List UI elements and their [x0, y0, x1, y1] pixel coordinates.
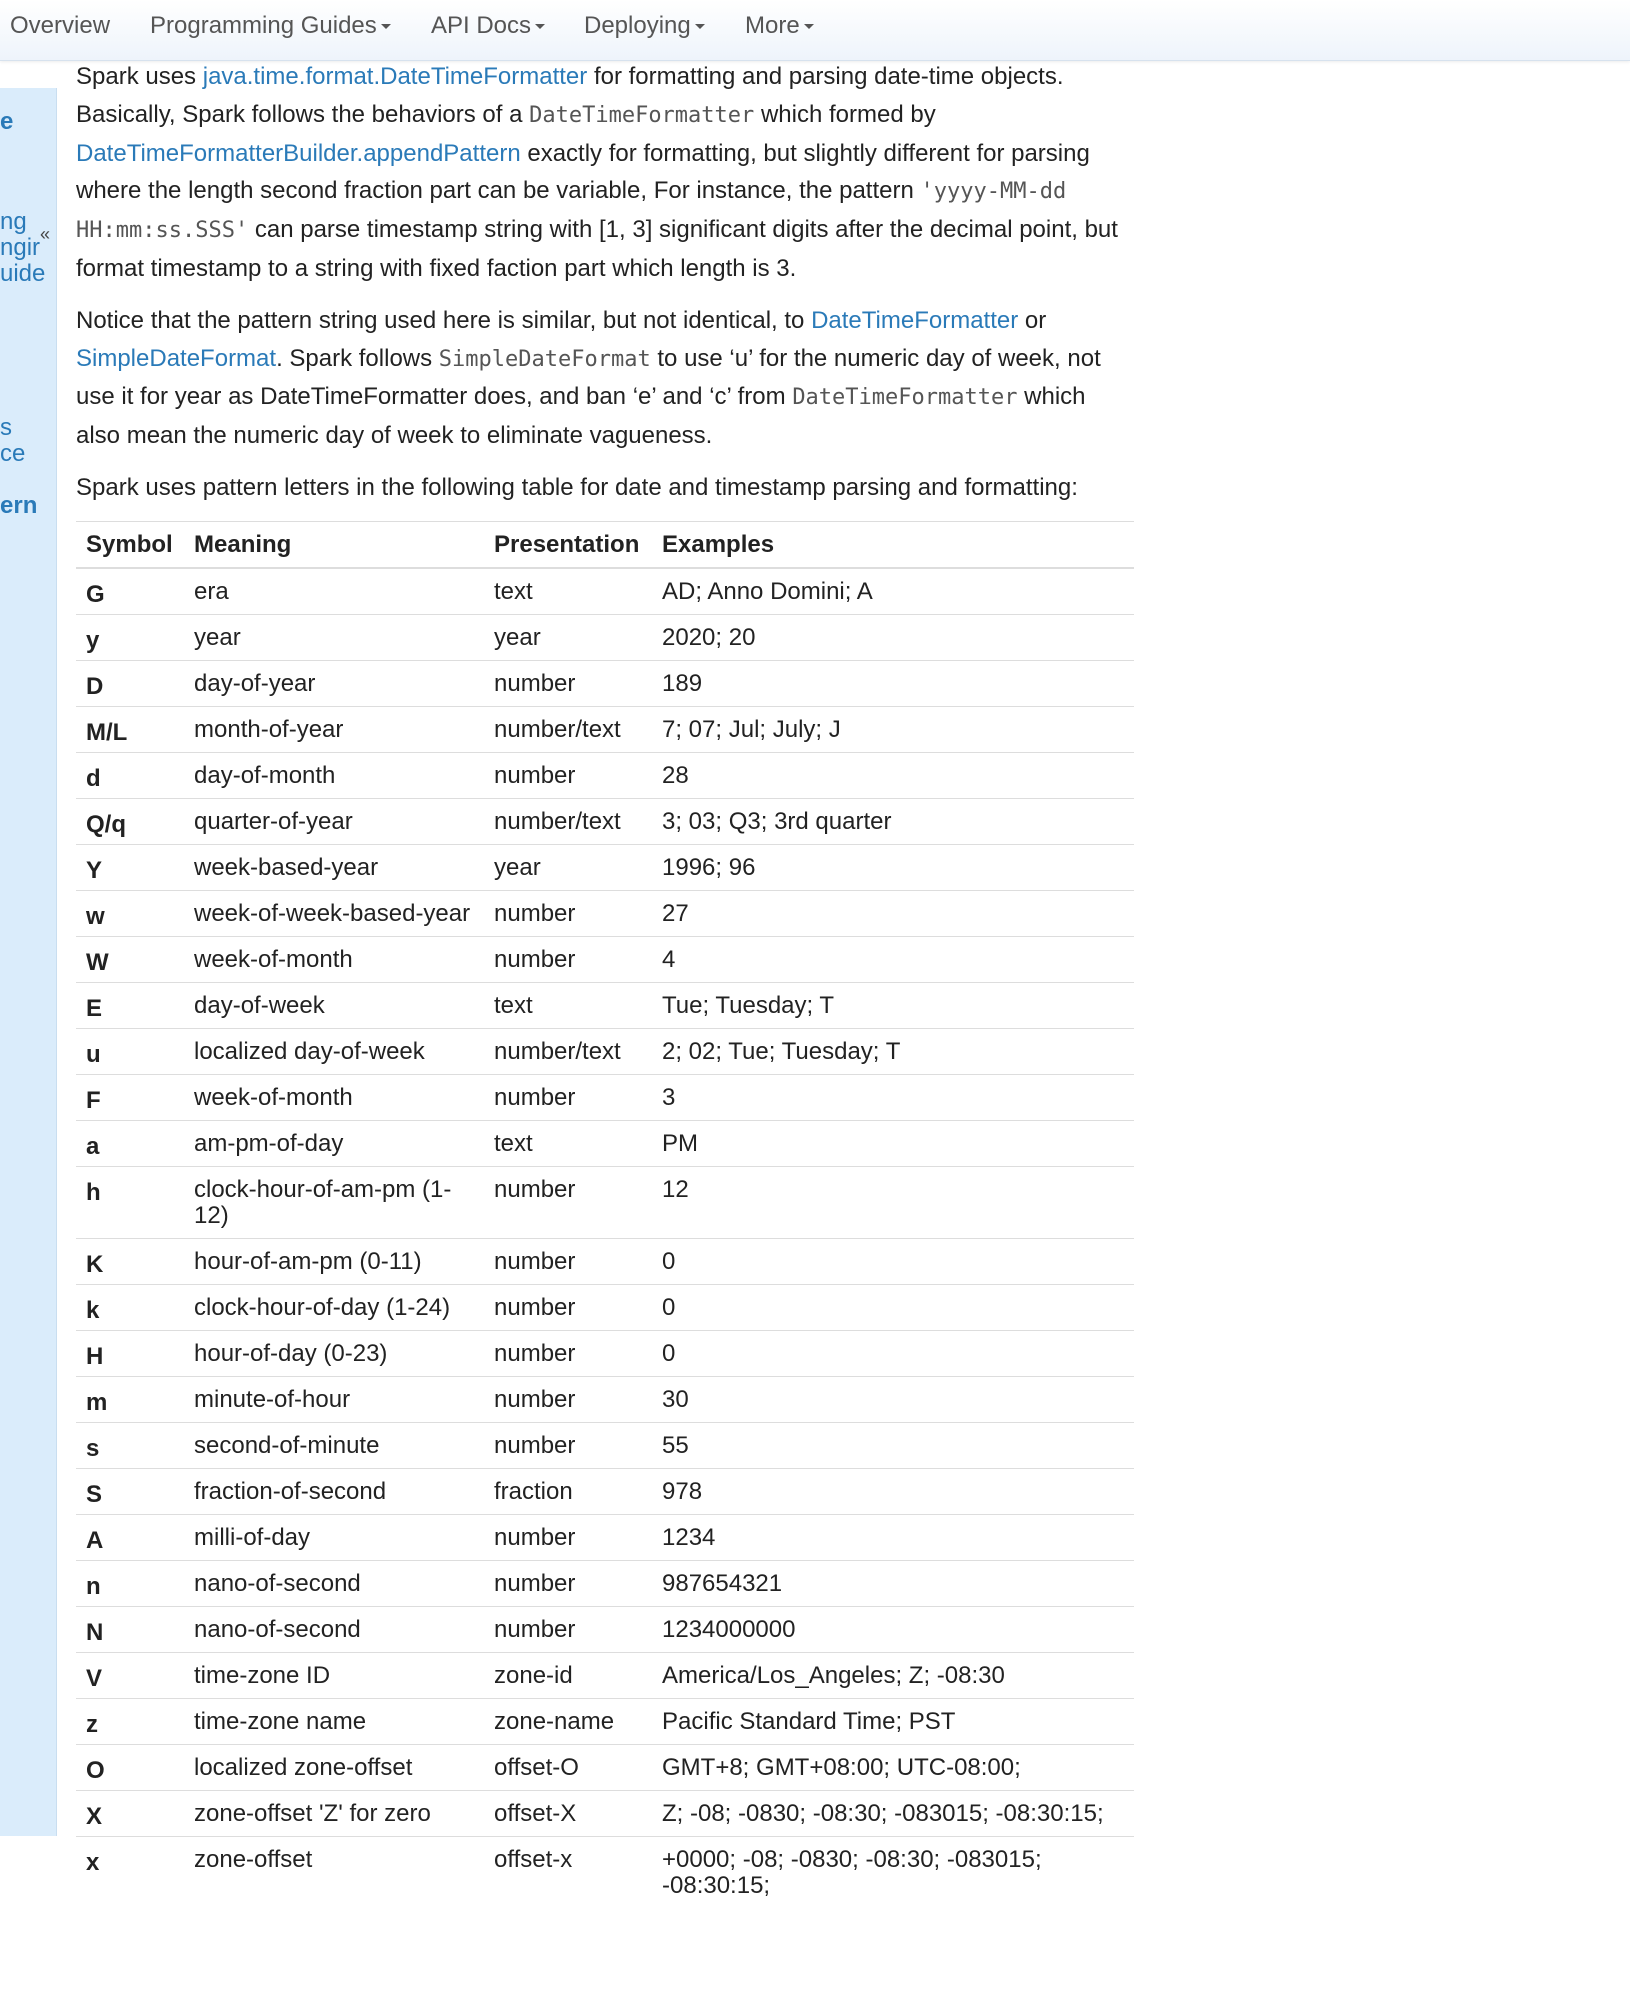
sidebar-item-fragment[interactable]: e: [0, 108, 14, 135]
nav-more[interactable]: [745, 12, 814, 40]
sidebar-item-fragment[interactable]: ern: [0, 492, 38, 519]
text-span: which also mean the numeric day of week to eliminate vagueness.: [76, 383, 1086, 450]
text-span: or: [1018, 306, 1047, 334]
cell-meaning: nano-of-second: [184, 1560, 484, 1606]
cell-symbol: y: [76, 614, 184, 660]
cell-presentation: number: [484, 1560, 652, 1606]
cell-symbol: w: [76, 890, 184, 936]
cell-symbol: Y: [76, 844, 184, 890]
table-row: [76, 568, 1134, 615]
cell-presentation: number: [484, 936, 652, 982]
header-meaning: Meaning: [184, 521, 484, 568]
sidebar-item-fragment[interactable]: ngir: [0, 234, 41, 261]
cell-symbol: E: [76, 982, 184, 1028]
main-content: [76, 58, 1136, 1908]
table-row: [76, 798, 1134, 844]
table-row: [76, 1468, 1134, 1514]
cell-symbol: s: [76, 1422, 184, 1468]
cell-presentation: year: [484, 614, 652, 660]
cell-presentation: number: [484, 1074, 652, 1120]
sidebar-collapse-button[interactable]: «: [40, 224, 51, 244]
cell-meaning: nano-of-second: [184, 1606, 484, 1652]
cell-meaning: localized day-of-week: [184, 1028, 484, 1074]
cell-symbol: K: [76, 1238, 184, 1284]
cell-symbol: h: [76, 1166, 184, 1238]
cell-presentation: offset-O: [484, 1744, 652, 1790]
table-row: [76, 1836, 1134, 1908]
table-row: [76, 752, 1134, 798]
cell-meaning: milli-of-day: [184, 1514, 484, 1560]
cell-examples: 55: [652, 1422, 1134, 1468]
cell-meaning: localized zone-offset: [184, 1744, 484, 1790]
cell-examples: 27: [652, 890, 1134, 936]
table-row: [76, 1028, 1134, 1074]
cell-meaning: week-based-year: [184, 844, 484, 890]
cell-presentation: text: [484, 1120, 652, 1166]
cell-examples: 0: [652, 1330, 1134, 1376]
cell-examples: +0000; -08; -0830; -08:30; -083015; -08:30:15;: [652, 1836, 1134, 1908]
cell-examples: 1996; 96: [652, 844, 1134, 890]
chevron-down-icon: [381, 24, 391, 29]
top-navbar: [0, 0, 1630, 61]
cell-symbol: k: [76, 1284, 184, 1330]
cell-presentation: number: [484, 1514, 652, 1560]
cell-presentation: number: [484, 752, 652, 798]
cell-symbol: S: [76, 1468, 184, 1514]
cell-meaning: minute-of-hour: [184, 1376, 484, 1422]
nav-deploying[interactable]: [584, 12, 705, 40]
nav-programming-guides[interactable]: [150, 12, 391, 40]
cell-examples: 2; 02; Tue; Tuesday; T: [652, 1028, 1134, 1074]
text-span: which formed by: [754, 100, 936, 128]
link-datetimeformatter-javadoc[interactable]: java.time.format.DateTimeFormatter: [202, 63, 588, 90]
table-row: [76, 982, 1134, 1028]
cell-presentation: number: [484, 1330, 652, 1376]
cell-meaning: zone-offset 'Z' for zero: [184, 1790, 484, 1836]
cell-meaning: am-pm-of-day: [184, 1120, 484, 1166]
cell-meaning: day-of-month: [184, 752, 484, 798]
nav-programming-guides-label: Programming Guides: [150, 12, 377, 39]
table-row: [76, 1120, 1134, 1166]
link-simpledateformat[interactable]: SimpleDateFormat: [76, 344, 277, 372]
cell-presentation: text: [484, 982, 652, 1028]
cell-symbol: m: [76, 1376, 184, 1422]
cell-meaning: era: [184, 568, 484, 615]
cell-examples: 3; 03; Q3; 3rd quarter: [652, 798, 1134, 844]
header-presentation: Presentation: [484, 521, 652, 568]
sidebar-item-fragment[interactable]: ce: [0, 440, 26, 467]
text-span: . Spark follows: [276, 344, 439, 372]
cell-symbol: V: [76, 1652, 184, 1698]
table-row: [76, 1284, 1134, 1330]
table-row: [76, 660, 1134, 706]
cell-meaning: day-of-week: [184, 982, 484, 1028]
cell-meaning: time-zone ID: [184, 1652, 484, 1698]
table-row: [76, 1744, 1134, 1790]
table-row: [76, 1514, 1134, 1560]
cell-meaning: time-zone name: [184, 1698, 484, 1744]
sidebar-item-fragment[interactable]: ng: [0, 208, 27, 235]
link-append-pattern[interactable]: DateTimeFormatterBuilder.appendPattern: [76, 139, 521, 167]
table-row: [76, 706, 1134, 752]
chevron-down-icon: [535, 24, 545, 29]
cell-examples: AD; Anno Domini; A: [652, 568, 1134, 615]
cell-meaning: zone-offset: [184, 1836, 484, 1908]
chevron-down-icon: [695, 24, 705, 29]
cell-presentation: number: [484, 1166, 652, 1238]
cell-meaning: hour-of-day (0-23): [184, 1330, 484, 1376]
cell-symbol: H: [76, 1330, 184, 1376]
table-row: [76, 1376, 1134, 1422]
table-row: [76, 1652, 1134, 1698]
paragraph-formatter-intro: [76, 58, 1136, 288]
cell-examples: Pacific Standard Time; PST: [652, 1698, 1134, 1744]
cell-meaning: week-of-month: [184, 1074, 484, 1120]
cell-presentation: number: [484, 1606, 652, 1652]
cell-examples: 978: [652, 1468, 1134, 1514]
cell-meaning: fraction-of-second: [184, 1468, 484, 1514]
table-row: [76, 844, 1134, 890]
cell-meaning: second-of-minute: [184, 1422, 484, 1468]
sidebar-item-fragment[interactable]: s: [0, 414, 12, 441]
cell-examples: 2020; 20: [652, 614, 1134, 660]
paragraph-table-intro: Spark uses pattern letters in the following table for date and timestamp parsing and formatting:: [76, 473, 1078, 501]
table-row: [76, 1560, 1134, 1606]
cell-meaning: day-of-year: [184, 660, 484, 706]
link-datetimeformatter[interactable]: DateTimeFormatter: [811, 306, 1019, 334]
cell-symbol: W: [76, 936, 184, 982]
header-symbol: Symbol: [76, 521, 184, 568]
header-examples: Examples: [652, 521, 1134, 568]
cell-presentation: number: [484, 890, 652, 936]
table-row: [76, 890, 1134, 936]
table-row: [76, 936, 1134, 982]
table-row: [76, 1074, 1134, 1120]
nav-api-docs-label: API Docs: [431, 12, 532, 39]
cell-examples: Tue; Tuesday; T: [652, 982, 1134, 1028]
nav-overview-label: Overview: [10, 12, 111, 39]
cell-examples: America/Los_Angeles; Z; -08:30: [652, 1652, 1134, 1698]
nav-api-docs[interactable]: [431, 12, 545, 40]
cell-presentation: offset-x: [484, 1836, 652, 1908]
cell-symbol: F: [76, 1074, 184, 1120]
cell-examples: GMT+8; GMT+08:00; UTC-08:00;: [652, 1744, 1134, 1790]
cell-symbol: d: [76, 752, 184, 798]
cell-presentation: zone-name: [484, 1698, 652, 1744]
cell-examples: 189: [652, 660, 1134, 706]
cell-examples: 0: [652, 1238, 1134, 1284]
cell-presentation: number/text: [484, 798, 652, 844]
cell-presentation: number: [484, 1376, 652, 1422]
left-sidebar: [0, 88, 57, 1836]
cell-symbol: M/L: [76, 706, 184, 752]
cell-meaning: clock-hour-of-am-pm (1-12): [184, 1166, 484, 1238]
cell-symbol: z: [76, 1698, 184, 1744]
cell-examples: 0: [652, 1284, 1134, 1330]
cell-examples: 1234000000: [652, 1606, 1134, 1652]
cell-presentation: number: [484, 1284, 652, 1330]
inline-code: 'yyyy-MM-dd HH:mm:ss.SSS': [76, 179, 1067, 244]
inline-code: DateTimeFormatter: [529, 102, 755, 128]
cell-meaning: year: [184, 614, 484, 660]
table-row: [76, 1238, 1134, 1284]
table-header-row: [76, 521, 1134, 568]
text-span: to use ‘u’ for the numeric day of week, not use it for year as DateTimeFormatter does, and ban ‘e’ and ‘c’ from: [76, 344, 1101, 411]
cell-meaning: month-of-year: [184, 706, 484, 752]
cell-symbol: G: [76, 568, 184, 615]
nav-overview[interactable]: [10, 12, 110, 40]
table-row: [76, 1790, 1134, 1836]
cell-examples: 4: [652, 936, 1134, 982]
cell-meaning: hour-of-am-pm (0-11): [184, 1238, 484, 1284]
table-row: [76, 1166, 1134, 1238]
paragraph-pattern-notice: [76, 302, 1136, 455]
cell-meaning: quarter-of-year: [184, 798, 484, 844]
cell-presentation: offset-X: [484, 1790, 652, 1836]
cell-symbol: A: [76, 1514, 184, 1560]
sidebar-item-fragment[interactable]: uide: [0, 260, 46, 287]
cell-examples: 1234: [652, 1514, 1134, 1560]
table-row: [76, 1698, 1134, 1744]
cell-examples: Z; -08; -0830; -08:30; -083015; -08:30:15;: [652, 1790, 1134, 1836]
cell-presentation: zone-id: [484, 1652, 652, 1698]
cell-examples: 7; 07; Jul; July; J: [652, 706, 1134, 752]
inline-code: SimpleDateFormat: [438, 346, 651, 372]
cell-presentation: number: [484, 1238, 652, 1284]
cell-meaning: week-of-week-based-year: [184, 890, 484, 936]
cell-presentation: year: [484, 844, 652, 890]
cell-symbol: X: [76, 1790, 184, 1836]
cell-presentation: text: [484, 568, 652, 615]
nav-more-label: More: [745, 12, 800, 39]
nav-deploying-label: Deploying: [584, 12, 691, 39]
cell-presentation: number: [484, 660, 652, 706]
text-span: for formatting and parsing date-time objects. Basically, Spark follows the behaviors of a: [76, 63, 1064, 128]
table-row: [76, 1330, 1134, 1376]
inline-code: DateTimeFormatter: [792, 385, 1018, 411]
table-body: [76, 568, 1134, 1908]
text-span: Spark uses: [76, 63, 203, 90]
cell-examples: 987654321: [652, 1560, 1134, 1606]
cell-examples: PM: [652, 1120, 1134, 1166]
cell-symbol: u: [76, 1028, 184, 1074]
cell-symbol: a: [76, 1120, 184, 1166]
cell-meaning: clock-hour-of-day (1-24): [184, 1284, 484, 1330]
table-row: [76, 614, 1134, 660]
cell-symbol: n: [76, 1560, 184, 1606]
text-span: Notice that the pattern string used here is similar, but not identical, to: [76, 306, 812, 334]
cell-symbol: D: [76, 660, 184, 706]
text-span: exactly for formatting, but slightly different for parsing where the length second fraction part can be variable, For instance, the pattern: [76, 139, 1090, 205]
pattern-letters-table: [76, 521, 1134, 1908]
text-span: can parse timestamp string with [1, 3] significant digits after the decimal point, but format timestamp to a string with fixed faction part which length is 3.: [76, 216, 1118, 282]
cell-examples: 12: [652, 1166, 1134, 1238]
cell-examples: 3: [652, 1074, 1134, 1120]
cell-presentation: number/text: [484, 1028, 652, 1074]
cell-symbol: x: [76, 1836, 184, 1908]
chevron-down-icon: [804, 24, 814, 29]
table-row: [76, 1606, 1134, 1652]
table-row: [76, 1422, 1134, 1468]
cell-presentation: fraction: [484, 1468, 652, 1514]
cell-presentation: number: [484, 1422, 652, 1468]
cell-presentation: number/text: [484, 706, 652, 752]
cell-examples: 30: [652, 1376, 1134, 1422]
cell-symbol: O: [76, 1744, 184, 1790]
cell-meaning: week-of-month: [184, 936, 484, 982]
cell-examples: 28: [652, 752, 1134, 798]
cell-symbol: Q/q: [76, 798, 184, 844]
cell-symbol: N: [76, 1606, 184, 1652]
